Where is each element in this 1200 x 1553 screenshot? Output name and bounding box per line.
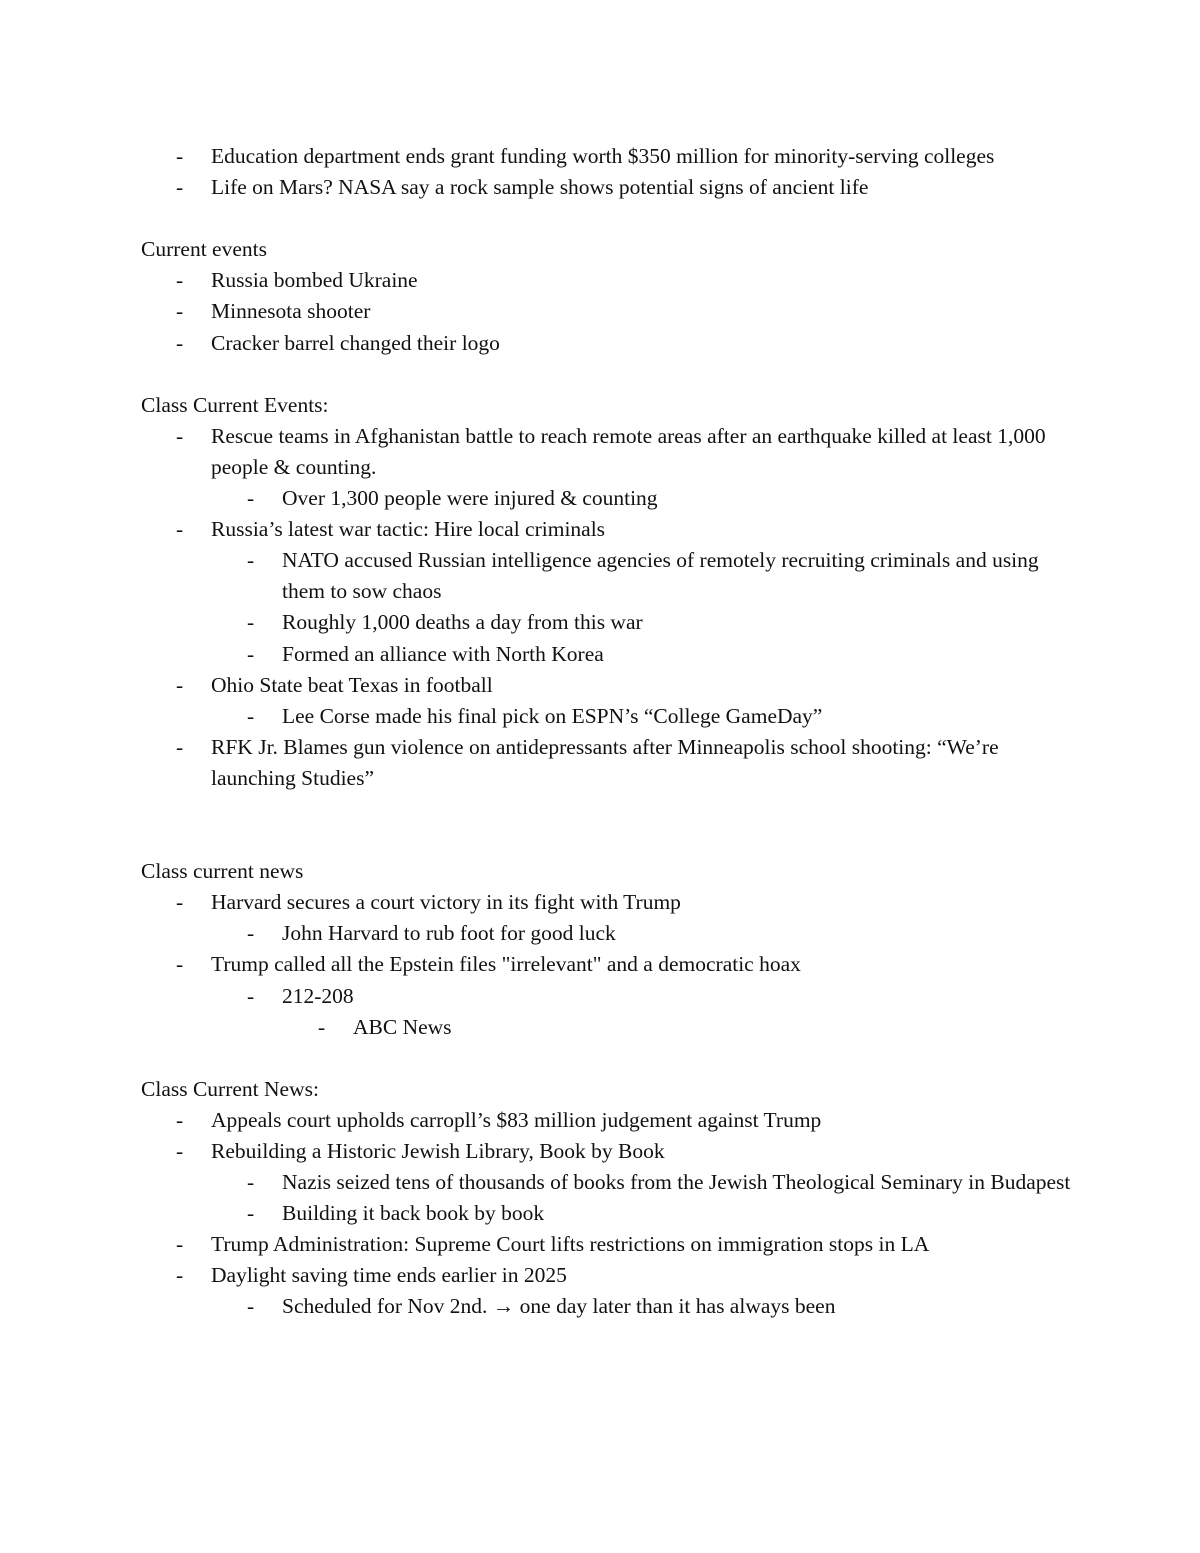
section-list <box>141 887 1071 1042</box>
section-class-current-news-2 <box>141 1074 1071 1323</box>
list-item <box>141 421 1071 483</box>
item-text: Russia’s latest war tactic: Hire local criminals <box>211 517 606 542</box>
bullet-dash: - <box>176 952 184 977</box>
list-item <box>141 514 1071 545</box>
list-item <box>141 701 1071 732</box>
list-item <box>141 545 1071 607</box>
list-item <box>141 1136 1071 1167</box>
item-text: Trump called all the Epstein files "irrelevant" and a democratic hoax <box>211 952 801 977</box>
list-item <box>141 483 1071 514</box>
item-text: Education department ends grant funding worth $350 million for minority-serving colleges <box>211 144 995 168</box>
list-item <box>141 1105 1071 1136</box>
section-class-current-news <box>141 856 1071 1043</box>
list-item <box>141 949 1071 980</box>
item-text: Cracker barrel changed their logo <box>211 330 500 355</box>
section-list <box>141 421 1071 794</box>
item-text: NATO accused Russian intelligence agencies of remotely recruiting criminals and using them to sow chaos <box>282 548 1039 604</box>
list-item <box>141 918 1071 949</box>
item-text: Ohio State beat Texas in football <box>211 672 493 697</box>
item-text: Rebuilding a Historic Jewish Library, Book by Book <box>211 1139 665 1163</box>
bullet-dash: - <box>247 1294 255 1319</box>
item-text: Rescue teams in Afghanistan battle to reach remote areas after an earthquake killed at least 1,000 people & counting. <box>211 423 1046 479</box>
bullet-dash: - <box>176 1139 184 1163</box>
item-text: Over 1,300 people were injured & counting <box>282 486 658 511</box>
item-text: Life on Mars? NASA say a rock sample shows potential signs of ancient life <box>211 175 869 200</box>
bullet-dash: - <box>247 703 255 728</box>
item-text: Nazis seized tens of thousands of books from the Jewish Theological Seminary in Budapest <box>282 1170 1071 1195</box>
bullet-dash: - <box>176 672 184 697</box>
bullet-dash: - <box>176 734 184 759</box>
list-item <box>141 732 1071 794</box>
bullet-dash: - <box>176 299 184 324</box>
list-item <box>141 1167 1071 1198</box>
list-item <box>141 265 1071 296</box>
list-item <box>141 639 1071 670</box>
bullet-dash: - <box>247 983 255 1008</box>
section-class-current-events <box>141 390 1071 794</box>
bullet-dash: - <box>318 1014 326 1039</box>
bullet-dash: - <box>176 890 184 915</box>
bullet-dash: - <box>247 921 255 946</box>
bullet-dash: - <box>247 641 255 666</box>
list-item <box>141 1198 1071 1229</box>
list-item <box>141 172 1071 203</box>
item-text: John Harvard to rub foot for good luck <box>282 921 616 946</box>
item-text: Lee Corse made his final pick on ESPN’s “College GameDay” <box>282 703 823 728</box>
section-heading: Current events <box>141 237 267 262</box>
item-text: Formed an alliance with North Korea <box>282 641 604 666</box>
list-item <box>141 607 1071 638</box>
bullet-dash: - <box>247 486 255 511</box>
bullet-dash: - <box>247 1170 255 1195</box>
bullet-dash: - <box>176 330 184 355</box>
item-text: Appeals court upholds carropll’s $83 million judgement against Trump <box>211 1107 822 1132</box>
list-item <box>141 887 1071 918</box>
section-list <box>141 1105 1071 1323</box>
bullet-dash: - <box>247 610 255 635</box>
bullet-dash: - <box>176 175 184 200</box>
document-body <box>141 141 1071 1323</box>
list-item <box>141 1291 1071 1322</box>
section-current-events <box>141 234 1071 358</box>
item-text: Daylight saving time ends earlier in 2025 <box>211 1263 567 1288</box>
list-item <box>141 670 1071 701</box>
section-heading: Class Current News: <box>141 1076 319 1101</box>
list-item <box>141 981 1071 1012</box>
bullet-dash: - <box>247 548 255 573</box>
bullet-dash: - <box>176 423 184 448</box>
bullet-dash: - <box>176 1263 184 1288</box>
section-heading: Class Current Events: <box>141 392 329 417</box>
item-text: Trump Administration: Supreme Court lifts restrictions on immigration stops in LA <box>211 1232 930 1257</box>
bullet-dash: - <box>247 1201 255 1226</box>
bullet-dash: - <box>176 1107 184 1132</box>
list-item <box>141 328 1071 359</box>
section-list <box>141 265 1071 358</box>
item-text: 212-208 <box>282 983 354 1008</box>
list-item <box>141 296 1071 327</box>
section-heading: Class current news <box>141 859 304 884</box>
item-text: Roughly 1,000 deaths a day from this war <box>282 610 643 635</box>
list-item <box>141 1260 1071 1291</box>
list-item <box>141 141 1071 172</box>
item-text: Minnesota shooter <box>211 299 371 324</box>
list-item <box>141 1229 1071 1260</box>
bullet-dash: - <box>176 144 184 168</box>
item-text: Scheduled for Nov 2nd. → one day later than it has always been <box>282 1294 836 1319</box>
bullet-dash: - <box>176 517 184 542</box>
list-item <box>141 1012 1071 1043</box>
item-text: Russia bombed Ukraine <box>211 268 418 293</box>
item-text: Building it back book by book <box>282 1201 545 1226</box>
intro-list <box>141 141 1071 203</box>
bullet-dash: - <box>176 268 184 293</box>
item-text: RFK Jr. Blames gun violence on antidepressants after Minneapolis school shooting: “We’re launching Studies” <box>211 734 999 790</box>
item-text: Harvard secures a court victory in its fight with Trump <box>211 890 681 915</box>
bullet-dash: - <box>176 1232 184 1257</box>
item-text: ABC News <box>353 1014 452 1039</box>
